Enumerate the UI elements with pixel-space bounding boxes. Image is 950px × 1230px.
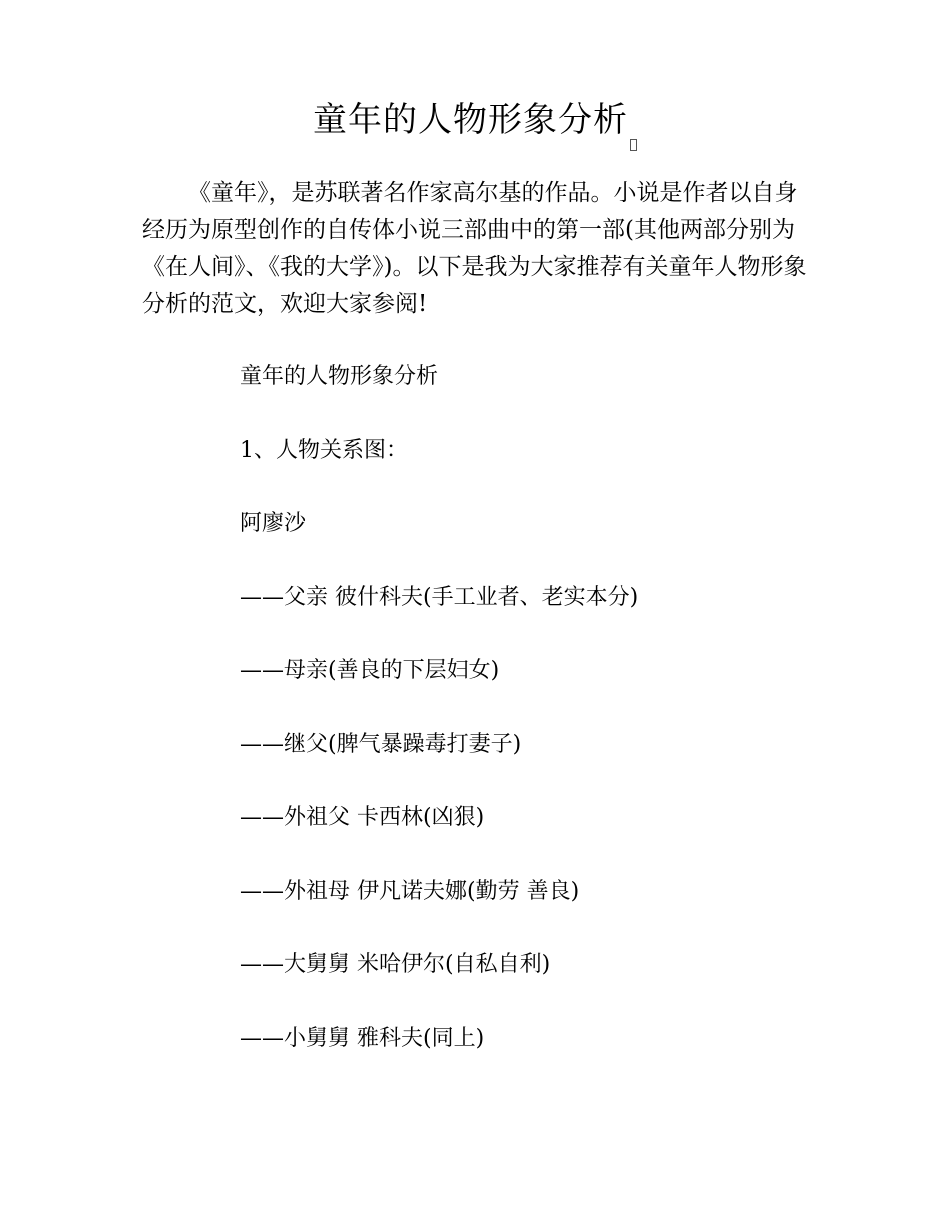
subsection-heading: 1、人物关系图： [240, 437, 408, 463]
character-line-grandfather: ——外祖父 卡西林(凶狠) [240, 805, 485, 830]
footnote-marker-icon [630, 139, 637, 151]
character-line-mother: ——母亲(善良的下层妇女) [240, 658, 500, 683]
character-line-father: ——父亲 彼什科夫(手工业者、老实本分) [240, 584, 639, 610]
document-title [0, 96, 950, 151]
character-line-stepfather: ——继父(脾气暴躁毒打妻子) [240, 731, 522, 757]
intro-paragraph: 《童年》，是苏联著名作家高尔基的作品。小说是作者以自身经历为原型创作的自传体小说三部曲中的第一部(其他两部分别为《在人间》、《我的大学》)。以下是我为大家推荐有关童年人物形象分析的范文，欢迎大家参阅! [142, 180, 807, 317]
document-title-text: 童年的人物形象分析 [313, 100, 628, 140]
character-outline [240, 358, 840, 1093]
character-line-elder-uncle: ——大舅舅 米哈伊尔(自私自利) [240, 952, 551, 977]
character-line-grandmother: ——外祖母 伊凡诺夫娜(勤劳 善良) [240, 878, 580, 904]
character-line-younger-uncle: ——小舅舅 雅科夫(同上) [240, 1025, 485, 1051]
section-heading: 童年的人物形象分析 [240, 364, 439, 389]
protagonist-name: 阿廖沙 [240, 511, 307, 536]
